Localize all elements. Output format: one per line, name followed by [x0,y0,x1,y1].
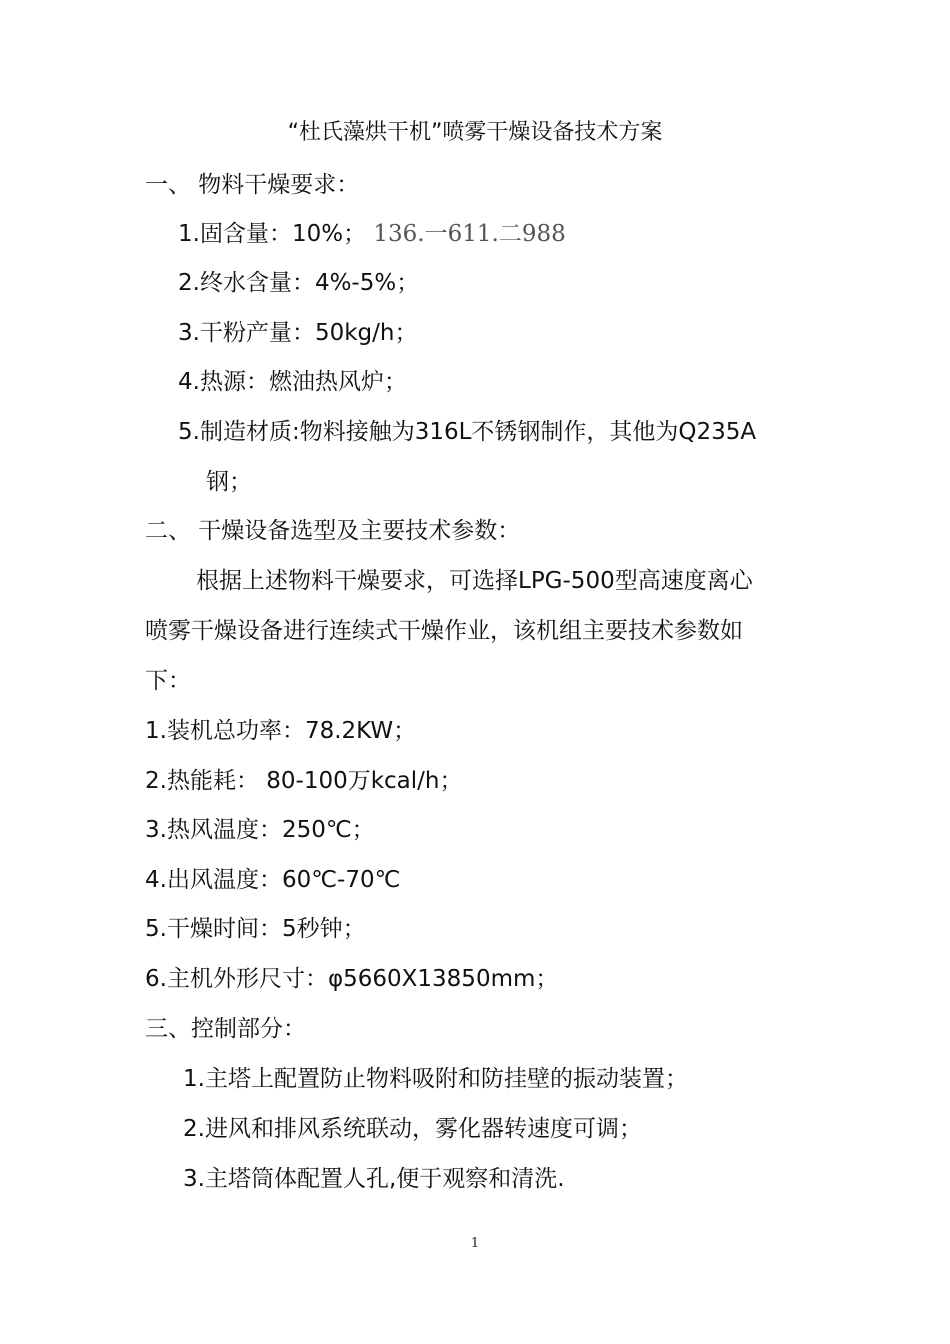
param-outlet-temperature: 4.出风温度：60℃-70℃ [145,867,401,893]
section2-heading: 二、 干燥设备选型及主要技术参数： [145,518,521,544]
section2-paragraph-line-2: 喷雾干燥设备进行连续式干燥作业，该机组主要技术参数如 [145,618,743,644]
section3-heading: 三、控制部分： [145,1016,306,1042]
section1-item-2: 2.终水含量：4%-5%； [178,270,420,296]
section1-item-1 [178,219,566,249]
section3-item-3: 3.主塔筒体配置人孔,便于观察和清洗. [183,1166,565,1192]
section2-paragraph-line-1: 根据上述物料干燥要求，可选择LPG-500型高速度离心 [196,568,753,594]
section1-item-5: 5.制造材质:物料接触为316L不锈钢制作，其他为Q235A [178,419,757,445]
document-title: “杜氏藻烘干机”喷雾干燥设备技术方案 [287,120,663,145]
param-drying-time: 5.干燥时间：5秒钟； [145,916,366,942]
section3-item-1: 1.主塔上配置防止物料吸附和防挂壁的振动装置； [183,1066,688,1092]
section1-item-5-continuation: 钢； [206,469,252,495]
phone-number: 136.一611.二988 [373,221,566,247]
solid-content-text: 1.固含量：10%； [178,221,367,247]
section2-paragraph-line-3: 下： [145,668,191,694]
param-total-power: 1.装机总功率：78.2KW； [145,718,417,744]
param-main-dimensions: 6.主机外形尺寸：φ5660X13850mm； [145,966,559,992]
section1-heading: 一、 物料干燥要求： [145,172,360,198]
param-hot-air-temperature: 3.热风温度：250℃； [145,817,375,843]
page-number: 1 [470,1236,480,1251]
param-heat-consumption: 2.热能耗： 80-100万kcal/h； [145,768,463,794]
section1-item-4: 4.热源：燃油热风炉； [178,369,407,395]
section1-item-3: 3.干粉产量：50kg/h； [178,320,418,346]
section3-item-2: 2.进风和排风系统联动，雾化器转速度可调； [183,1116,642,1142]
